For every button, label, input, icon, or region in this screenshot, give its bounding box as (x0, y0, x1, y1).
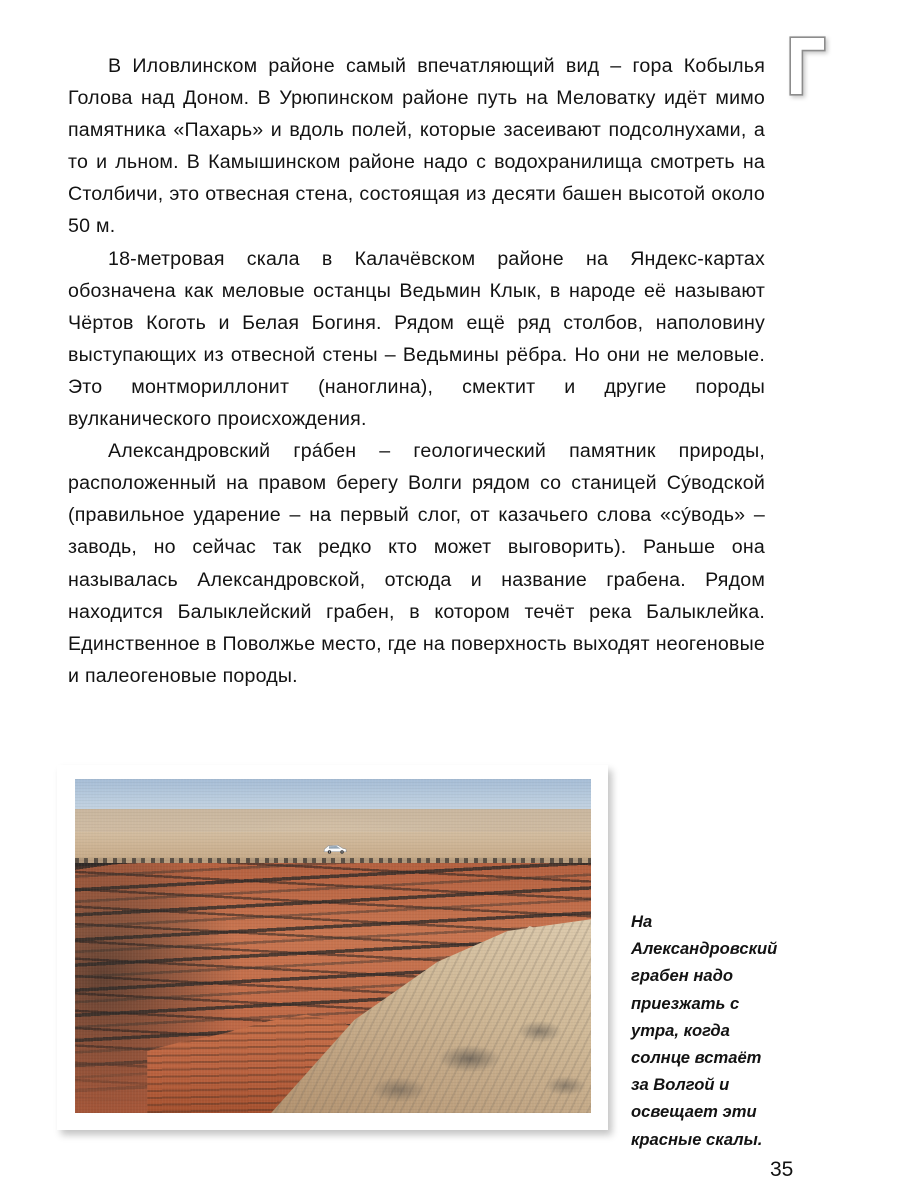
page-number: 35 (770, 1158, 794, 1181)
photo-caption: На Александровский грабен надо приезжать с утра, когда солнце встаёт за Волгой и освещает эти красные скалы. (631, 912, 778, 1149)
paragraph-3: Александровский грáбен – геологический памятник природы, расположенный на правом берегу Волги рядом со станицей Сýводской (правильное ударение – на первый слог, от казачьего слова «сýводь» – заводь, но сейчас так редко кто может выговорить). Раньше она называлась Александровской, отсюда и название грабена. Рядом находится Балыклейский грабен, в котором течёт река Балыклейка. Единственное в Поволжье место, где на поверхность выходят неогеновые и палеогеновые породы. (68, 440, 765, 687)
paragraph-1: В Иловлинском районе самый впечатляющий вид – гора Кобылья Голова над Доном. В Урюпинском районе путь на Меловатку идёт мимо памятника «Пахарь» и вдоль полей, которые засеивают подсолнухами, а то и льном. В Камышинском районе надо с водохранилища смотреть на Столбичи, это отвесная стена, состоящая из десяти башен высотой около 50 м. (68, 55, 765, 238)
photo-frame (57, 765, 608, 1130)
body-text-column (68, 50, 765, 692)
corner-bracket-icon (789, 36, 826, 96)
paragraph-2: 18-метровая скала в Калачёвском районе на Яндекс-картах обозначена как меловые останцы Ведьмин Клык, в народе её называют Чёртов Коготь и Белая Богиня. Рядом ещё ряд столбов, наполовину выступающих из отвесной стены – Ведьмины рёбра. Но они не меловые. Это монтмориллонит (наноглина), смектит и другие породы вулканического происхождения. (68, 247, 765, 431)
photo-white-car-icon (321, 843, 349, 855)
photo-alexandrovsky-graben (75, 779, 591, 1113)
